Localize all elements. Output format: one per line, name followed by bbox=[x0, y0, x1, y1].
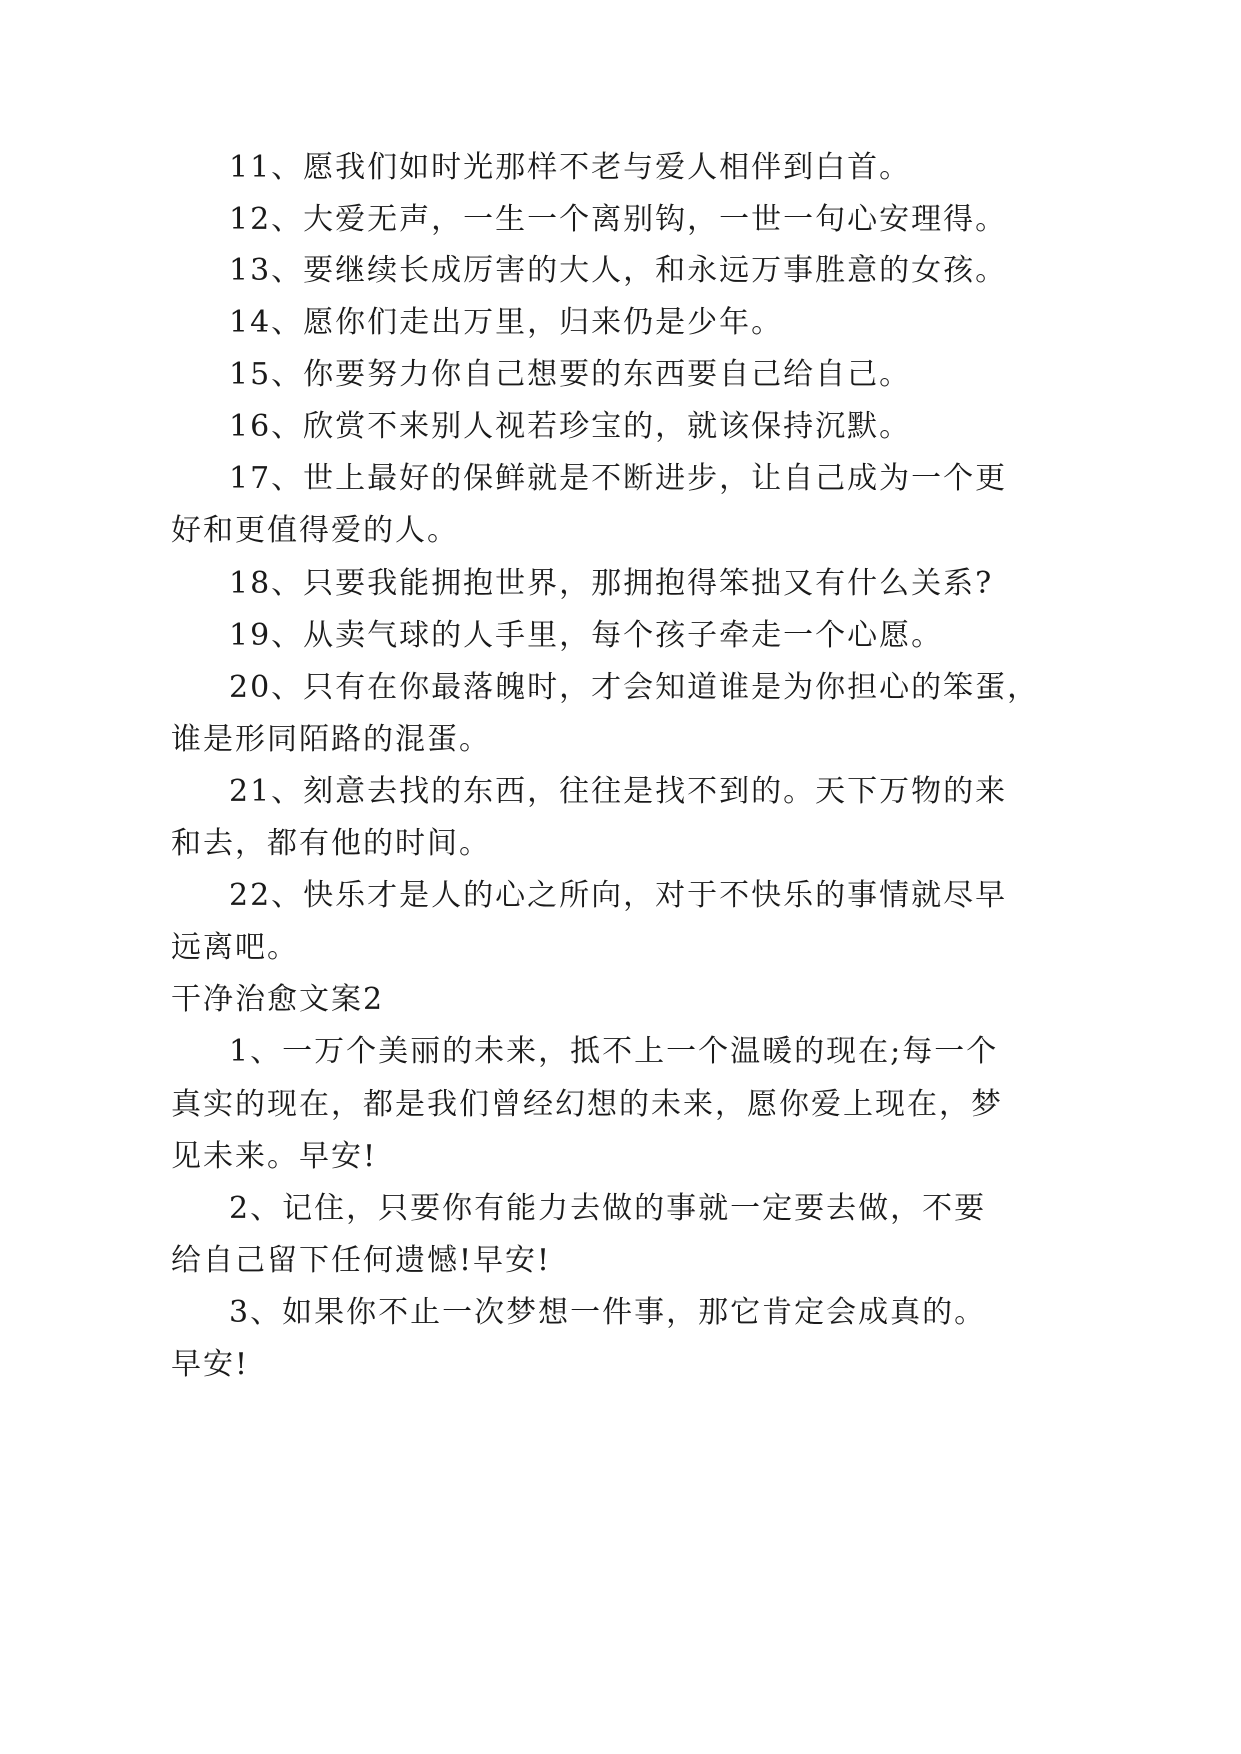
item-14: 14、愿你们走出万里，归来仍是少年。 bbox=[229, 305, 784, 340]
item-18: 18、只要我能拥抱世界，那拥抱得笨拙又有什么关系? bbox=[229, 566, 994, 601]
item-2-line-2: 给自己留下任何遗憾!早安! bbox=[171, 1243, 552, 1278]
item-17-line-2: 好和更值得爱的人。 bbox=[171, 513, 459, 548]
item-16: 16、欣赏不来别人视若珍宝的，就该保持沉默。 bbox=[229, 409, 912, 444]
section-heading: 干净治愈文案2 bbox=[171, 982, 385, 1017]
item-13: 13、要继续长成厉害的大人，和永远万事胜意的女孩。 bbox=[229, 253, 1008, 288]
item-22-line-2: 远离吧。 bbox=[171, 930, 299, 965]
item-22-line-1: 22、快乐才是人的心之所向，对于不快乐的事情就尽早 bbox=[229, 878, 1008, 913]
item-12: 12、大爱无声，一生一个离别钩，一世一句心安理得。 bbox=[229, 202, 1008, 237]
item-1-line-2: 真实的现在，都是我们曾经幻想的未来，愿你爱上现在，梦 bbox=[171, 1087, 1003, 1122]
item-21-line-2: 和去，都有他的时间。 bbox=[171, 826, 491, 861]
item-2-line-1: 2、记住，只要你有能力去做的事就一定要去做，不要 bbox=[229, 1191, 987, 1226]
item-20-line-1: 20、只有在你最落魄时，才会知道谁是为你担心的笨蛋， bbox=[229, 670, 1040, 705]
item-3-line-2: 早安! bbox=[171, 1347, 250, 1382]
item-20-line-2: 谁是形同陌路的混蛋。 bbox=[171, 722, 491, 757]
item-21-line-1: 21、刻意去找的东西，往往是找不到的。天下万物的来 bbox=[229, 774, 1008, 809]
item-11: 11、愿我们如时光那样不老与爱人相伴到白首。 bbox=[229, 150, 912, 185]
item-17-line-1: 17、世上最好的保鲜就是不断进步，让自己成为一个更 bbox=[229, 461, 1008, 496]
item-15: 15、你要努力你自己想要的东西要自己给自己。 bbox=[229, 357, 912, 392]
item-1-line-1: 1、一万个美丽的未来，抵不上一个温暖的现在;每一个 bbox=[229, 1034, 999, 1069]
item-19: 19、从卖气球的人手里，每个孩子牵走一个心愿。 bbox=[229, 618, 944, 653]
item-3-line-1: 3、如果你不止一次梦想一件事，那它肯定会成真的。 bbox=[229, 1295, 987, 1330]
item-1-line-3: 见未来。早安! bbox=[171, 1139, 378, 1174]
